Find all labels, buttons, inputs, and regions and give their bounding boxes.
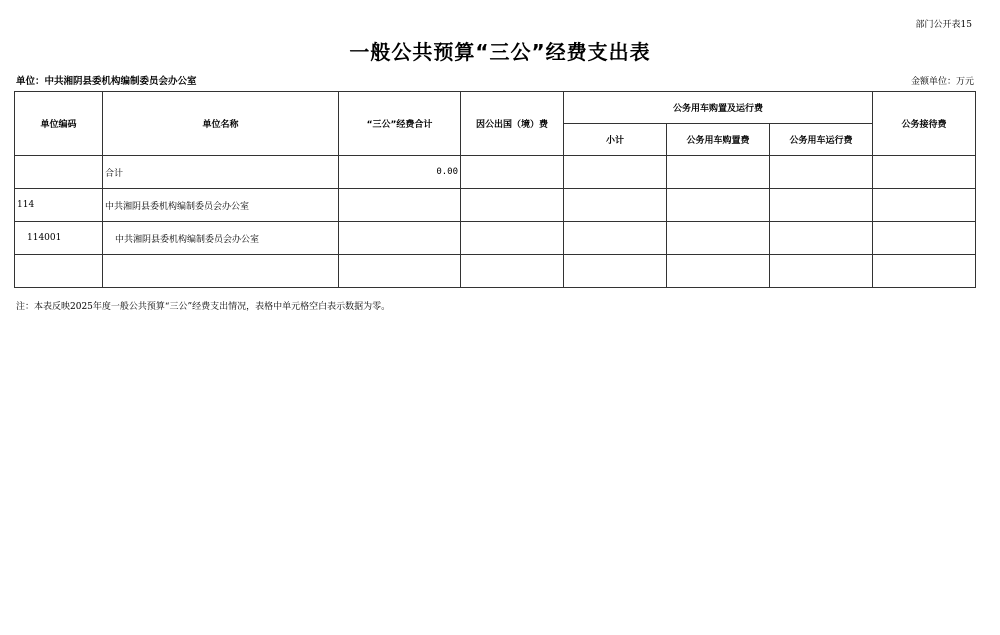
cell-name — [103, 255, 339, 288]
unit-label: 单位：中共湘阴县委机构编制委员会办公室 — [16, 76, 197, 87]
cell-vehicle-purchase — [667, 222, 770, 255]
cell-vehicle-subtotal — [564, 222, 667, 255]
footnote: 注：本表反映2025年度一般公共预算“三公”经费支出情况，表格中单元格空白表示数据为零。 — [16, 302, 391, 312]
cell-vehicle-operation — [770, 222, 873, 255]
table-row — [15, 189, 976, 222]
cell-vehicle-operation — [770, 156, 873, 189]
cell-reception — [873, 189, 976, 222]
cell-vehicle-operation — [770, 189, 873, 222]
header-vehicle-purchase: 公务用车购置费 — [667, 124, 770, 156]
cell-reception — [873, 222, 976, 255]
header-name: 单位名称 — [103, 92, 339, 156]
table-row — [15, 255, 976, 288]
cell-name: 中共湘阴县委机构编制委员会办公室 — [103, 222, 339, 255]
table-row — [15, 222, 976, 255]
cell-total — [339, 222, 461, 255]
cell-name: 中共湘阴县委机构编制委员会办公室 — [103, 189, 339, 222]
cell-name: 合计 — [103, 156, 339, 189]
cell-total: 0.00 — [339, 156, 461, 189]
cell-vehicle-purchase — [667, 255, 770, 288]
header-vehicle-operation: 公务用车运行费 — [770, 124, 873, 156]
cell-total — [339, 255, 461, 288]
cell-code: 114 — [15, 189, 103, 222]
cell-vehicle-operation — [770, 255, 873, 288]
header-total: “三公”经费合计 — [339, 92, 461, 156]
cell-vehicle-subtotal — [564, 156, 667, 189]
cell-code — [15, 156, 103, 189]
cell-vehicle-purchase — [667, 156, 770, 189]
header-vehicle-group: 公务用车购置及运行费 — [564, 92, 873, 124]
cell-abroad — [461, 156, 564, 189]
cell-vehicle-purchase — [667, 189, 770, 222]
cell-total — [339, 189, 461, 222]
expense-table — [14, 91, 976, 288]
cell-vehicle-subtotal — [564, 255, 667, 288]
cell-abroad — [461, 222, 564, 255]
cell-abroad — [461, 189, 564, 222]
header-abroad: 因公出国（境）费 — [461, 92, 564, 156]
cell-reception — [873, 255, 976, 288]
header-reception: 公务接待费 — [873, 92, 976, 156]
table-row — [15, 156, 976, 189]
header-vehicle-subtotal: 小计 — [564, 124, 667, 156]
page-id: 部门公开表15 — [915, 20, 972, 30]
amount-unit: 金额单位：万元 — [910, 77, 974, 87]
cell-vehicle-subtotal — [564, 189, 667, 222]
cell-code — [15, 255, 103, 288]
cell-abroad — [461, 255, 564, 288]
cell-code: 114001 — [15, 222, 103, 255]
page-title: 一般公共预算“三公”经费支出表 — [349, 40, 651, 64]
cell-reception — [873, 156, 976, 189]
header-code: 单位编码 — [15, 92, 103, 156]
